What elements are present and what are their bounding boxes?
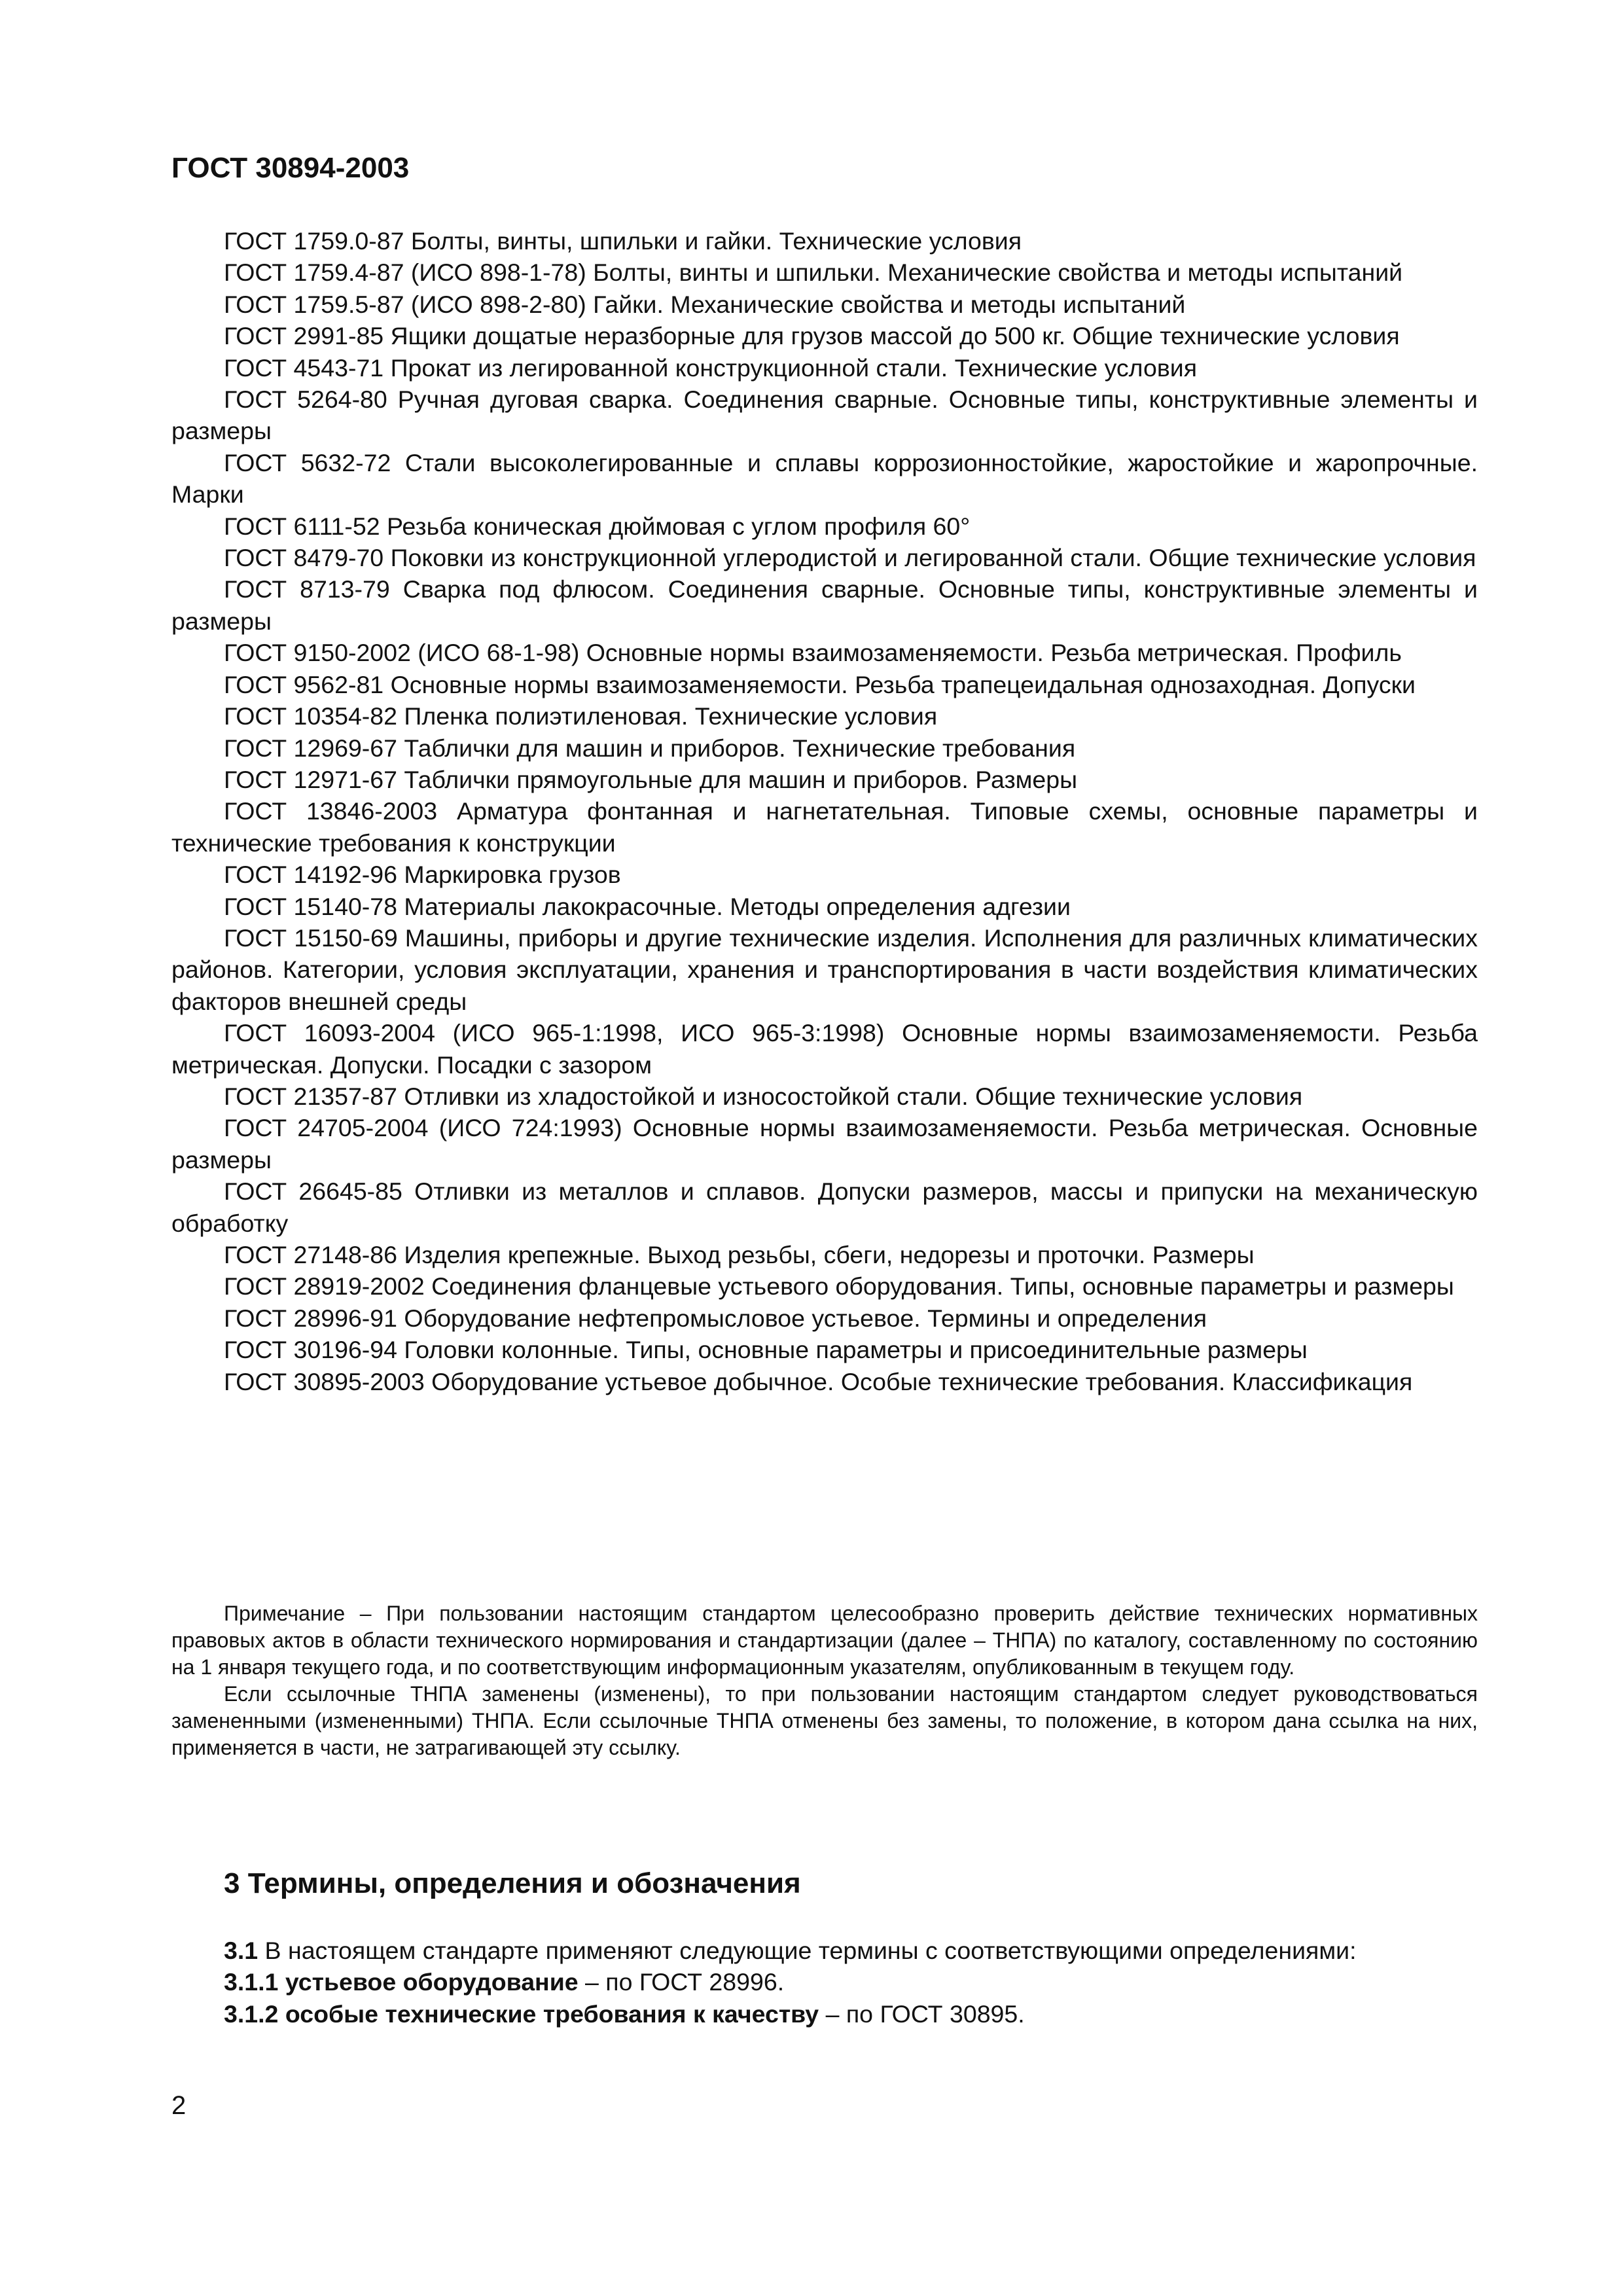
- reference-item: ГОСТ 12969-67 Таблички для машин и приборов. Технические требования: [224, 734, 1076, 762]
- reference-item: ГОСТ 28919-2002 Соединения фланцевые устьевого оборудования. Типы, основные параметры и размеры: [224, 1272, 1454, 1300]
- reference-item: ГОСТ 26645-85 Отливки из металлов и сплавов. Допуски размеров, массы и припуски на механическую обработку: [171, 1177, 1478, 1237]
- reference-item: ГОСТ 27148-86 Изделия крепежные. Выход резьбы, сбеги, недорезы и проточки. Размеры: [224, 1241, 1255, 1268]
- reference-item: ГОСТ 8713-79 Сварка под флюсом. Соединения сварные. Основные типы, конструктивные элементы и размеры: [171, 575, 1478, 635]
- reference-item: ГОСТ 30895-2003 Оборудование устьевое добычное. Особые технические требования. Классификация: [224, 1367, 1413, 1395]
- reference-item: ГОСТ 14192-96 Маркировка грузов: [224, 861, 621, 889]
- section-title: 3 Термины, определения и обозначения: [224, 1867, 801, 1899]
- reference-item: ГОСТ 21357-87 Отливки из хладостойкой и износостойкой стали. Общие технические условия: [224, 1082, 1303, 1110]
- term-number: 3.1: [224, 1937, 259, 1964]
- reference-item: ГОСТ 5632-72 Стали высоколегированные и сплавы коррозионностойкие, жаростойкие и жаропрочные. Марки: [171, 448, 1478, 509]
- reference-item: ГОСТ 13846-2003 Арматура фонтанная и нагнетательная. Типовые схемы, основные параметры и технические требования к конструкции: [171, 797, 1478, 857]
- reference-item: ГОСТ 2991-85 Ящики дощатые неразборные для грузов массой до 500 кг. Общие технические условия: [224, 322, 1400, 350]
- term-item: [171, 1966, 1478, 1998]
- note-paragraph: Если ссылочные ТНПА заменены (изменены), то при пользовании настоящим стандартом следует руководствоваться замененными (измененными) ТНПА. Если ссылочные ТНПА отменены без замены, то положение, в котором дана ссылка на них, применяется в части, не затрагивающей эту ссылку.: [171, 1682, 1478, 1759]
- note-paragraph: Примечание – При пользовании настоящим стандартом целесообразно проверить действие технических нормативных правовых актов в области технического нормирования и стандартизации (далее – ТНПА) по каталогу, составленному по состоянию на 1 января текущего года, и по соответствующим информационным указателям, опубликованным в текущем году.: [171, 1602, 1478, 1679]
- reference-item: ГОСТ 8479-70 Поковки из конструкционной углеродистой и легированной стали. Общие технические условия: [224, 544, 1476, 572]
- term-item: [171, 1998, 1478, 2030]
- reference-item: ГОСТ 24705-2004 (ИСО 724:1993) Основные нормы взаимозаменяемости. Резьба метрическая. Основные размеры: [171, 1114, 1478, 1174]
- note-block: [171, 1600, 1478, 1761]
- reference-item: ГОСТ 10354-82 Пленка полиэтиленовая. Технические условия: [224, 702, 938, 730]
- reference-item: ГОСТ 12971-67 Таблички прямоугольные для машин и приборов. Размеры: [224, 765, 1078, 793]
- terms-list: [171, 1935, 1478, 2030]
- reference-item: ГОСТ 30196-94 Головки колонные. Типы, основные параметры и присоединительные размеры: [224, 1336, 1308, 1364]
- reference-item: ГОСТ 1759.5-87 (ИСО 898-2-80) Гайки. Механические свойства и методы испытаний: [224, 290, 1186, 318]
- reference-item: ГОСТ 5264-80 Ручная дуговая сварка. Соединения сварные. Основные типы, конструктивные элементы и размеры: [171, 386, 1478, 445]
- reference-item: ГОСТ 15140-78 Материалы лакокрасочные. Методы определения адгезии: [224, 892, 1071, 920]
- reference-item: ГОСТ 1759.4-87 (ИСО 898-1-78) Болты, винты и шпильки. Механические свойства и методы испытаний: [224, 259, 1403, 287]
- document-header-code: ГОСТ 30894-2003: [171, 152, 410, 184]
- term-text: В настоящем стандарте применяют следующие термины с соответствующими определениями:: [258, 1937, 1357, 1964]
- page-number: 2: [171, 2091, 187, 2120]
- reference-item: ГОСТ 28996-91 Оборудование нефтепромысловое устьевое. Термины и определения: [224, 1304, 1207, 1332]
- term-text: – по ГОСТ 28996.: [578, 1968, 785, 1996]
- reference-item: ГОСТ 16093-2004 (ИСО 965-1:1998, ИСО 965-3:1998) Основные нормы взаимозаменяемости. Резьба метрическая. Допуски. Посадки с зазором: [171, 1019, 1478, 1079]
- term-name: особые технические требования к качеству: [278, 2000, 819, 2028]
- reference-item: ГОСТ 6111-52 Резьба коническая дюймовая с углом профиля 60°: [224, 512, 971, 540]
- term-number: 3.1.1: [224, 1968, 279, 1996]
- term-number: 3.1.2: [224, 2000, 279, 2028]
- reference-item: ГОСТ 9150-2002 (ИСО 68-1-98) Основные нормы взаимозаменяемости. Резьба метрическая. Профиль: [224, 639, 1402, 667]
- reference-item: ГОСТ 15150-69 Машины, приборы и другие технические изделия. Исполнения для различных климатических районов. Категории, условия эксплуатации, хранения и транспортирования в части воздействия климатических факторов внешней среды: [171, 924, 1478, 1015]
- reference-item: ГОСТ 9562-81 Основные нормы взаимозаменяемости. Резьба трапецеидальная однозаходная. Допуски: [224, 670, 1416, 698]
- term-text: – по ГОСТ 30895.: [819, 2000, 1025, 2028]
- term-item: [171, 1935, 1478, 1966]
- reference-item: ГОСТ 1759.0-87 Болты, винты, шпильки и гайки. Технические условия: [224, 227, 1022, 255]
- term-name: устьевое оборудование: [278, 1968, 579, 1996]
- normative-references-list: [171, 225, 1478, 1397]
- reference-item: ГОСТ 4543-71 Прокат из легированной конструкционной стали. Технические условия: [224, 353, 1197, 382]
